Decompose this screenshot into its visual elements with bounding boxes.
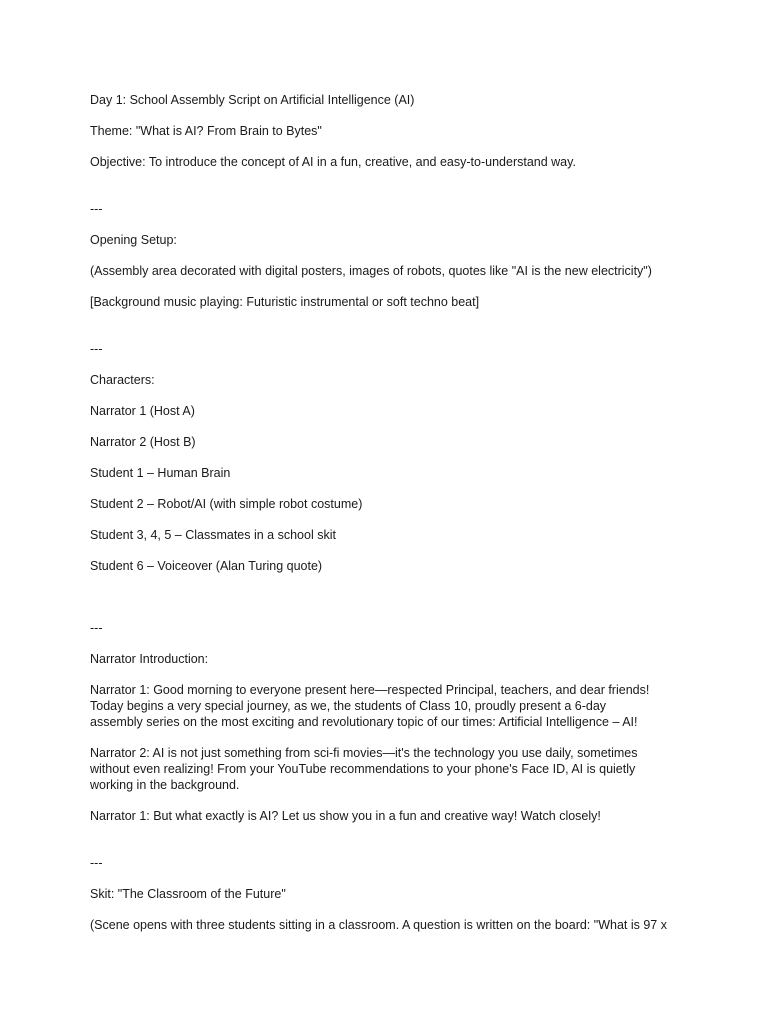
opening-decor-line: (Assembly area decorated with digital posters, images of robots, quotes like "AI is the new electricity") [90,264,652,278]
document-body [90,92,690,948]
section-separator: --- [90,202,103,216]
character-item: Student 6 – Voiceover (Alan Turing quote) [90,559,323,573]
intro-paragraph: Narrator 1: Good morning to everyone present here—respected Principal, teachers, and dear friends! Today begins a very special journey, as we, the students of Class 10, proudly present a 6-day assembly series on the most exciting and revolutionary topic of our times: Artificial Intelligence – AI! [90,683,650,729]
characters-heading: Characters: [90,373,155,387]
theme-line: Theme: "What is AI? From Brain to Bytes" [90,124,322,138]
intro-paragraph: Narrator 1: But what exactly is AI? Let us show you in a fun and creative way! Watch closely! [90,809,601,823]
section-separator: --- [90,621,103,635]
character-item: Student 1 – Human Brain [90,466,231,480]
skit-scene-line: (Scene opens with three students sitting in a classroom. A question is written on the board: "What is 97 x [90,918,667,932]
section-separator: --- [90,856,103,870]
objective-line: Objective: To introduce the concept of AI in a fun, creative, and easy-to-understand way. [90,155,576,169]
character-item: Narrator 2 (Host B) [90,435,196,449]
intro-paragraph: Narrator 2: AI is not just something from sci-fi movies—it's the technology you use daily, sometimes without even realizing! From your YouTube recommendations to your phone's Face ID, AI is quietly working in the background. [90,746,638,792]
document-title: Day 1: School Assembly Script on Artificial Intelligence (AI) [90,93,415,107]
character-item: Narrator 1 (Host A) [90,404,195,418]
opening-heading: Opening Setup: [90,233,177,247]
opening-music-line: [Background music playing: Futuristic instrumental or soft techno beat] [90,295,480,309]
character-item: Student 3, 4, 5 – Classmates in a school skit [90,528,336,542]
character-item: Student 2 – Robot/AI (with simple robot costume) [90,497,363,511]
skit-heading: Skit: "The Classroom of the Future" [90,887,286,901]
section-separator: --- [90,342,103,356]
intro-heading: Narrator Introduction: [90,652,209,666]
